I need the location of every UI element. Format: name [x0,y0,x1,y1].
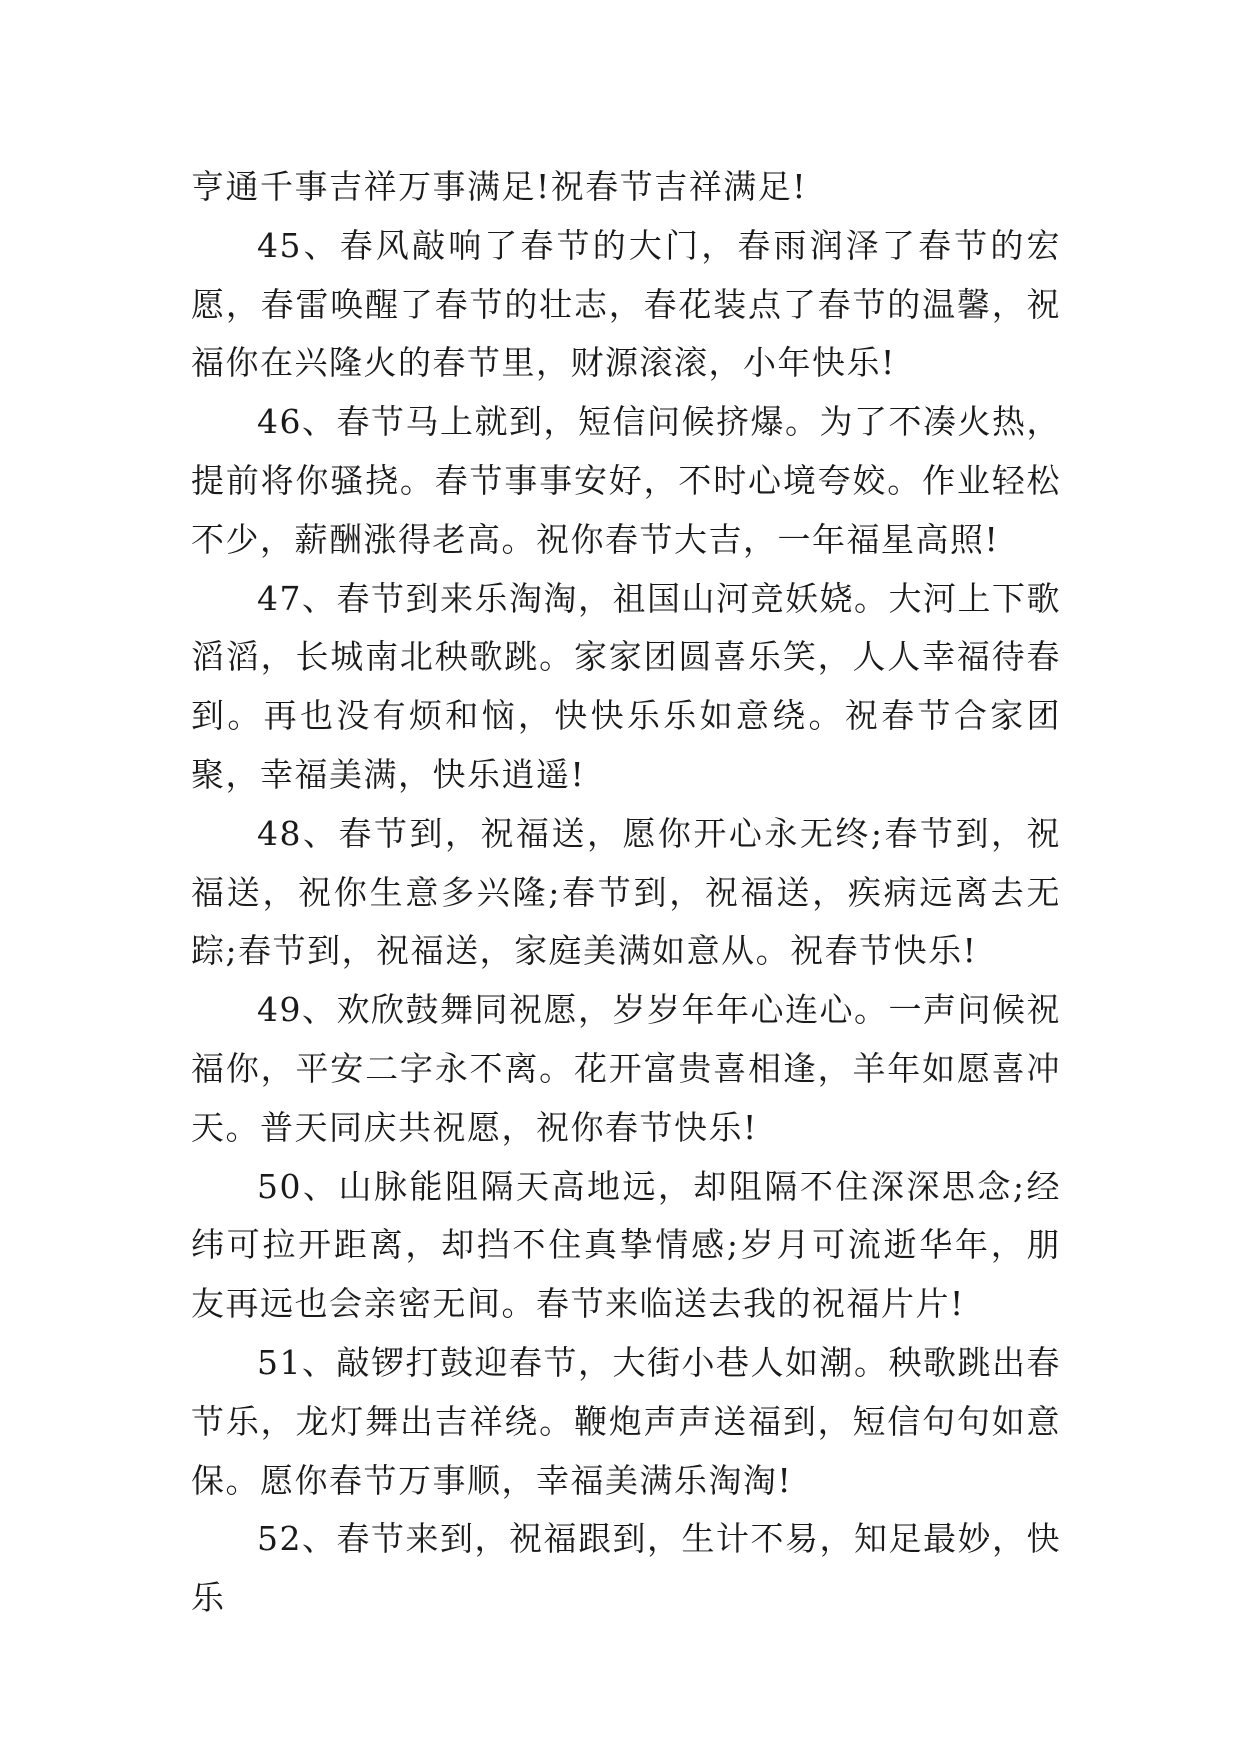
paragraph-48: 48、春节到，祝福送，愿你开心永无终;春节到，祝福送，祝你生意多兴隆;春节到，祝福送，疾病远离去无踪;春节到，祝福送，家庭美满如意从。祝春节快乐! [191,813,1061,971]
paragraph-52: 52、春节来到，祝福跟到，生计不易，知足最妙，快乐 [191,1519,1061,1618]
paragraph-46: 46、春节马上就到，短信问候挤爆。为了不凑火热，提前将你骚挠。春节事事安好，不时心境夸姣。作业轻松不少，薪酬涨得老高。祝你春节大吉，一年福星高照! [191,402,1061,559]
document-body [191,158,1061,1628]
paragraph-49: 49、欢欣鼓舞同祝愿，岁岁年年心连心。一声问候祝福你，平安二字永不离。花开富贵喜相逢，羊年如愿喜冲天。普天同庆共祝愿，祝你春节快乐! [191,990,1061,1147]
paragraph-45: 45、春风敲响了春节的大门，春雨润泽了春节的宏愿，春雷唤醒了春节的壮志，春花装点了春节的温馨，祝福你在兴隆火的春节里，财源滚滚，小年快乐! [191,225,1061,383]
paragraph-continuation: 亨通千事吉祥万事满足!祝春节吉祥满足! [191,167,808,206]
paragraph-50: 50、山脉能阻隔天高地远，却阻隔不住深深思念;经纬可拉开距离，却挡不住真挚情感;岁月可流逝华年，朋友再远也会亲密无间。春节来临送去我的祝福片片! [191,1166,1061,1324]
paragraph-47: 47、春节到来乐淘淘，祖国山河竞妖娆。大河上下歌滔滔，长城南北秧歌跳。家家团圆喜乐笑，人人幸福待春到。再也没有烦和恼，快快乐乐如意绕。祝春节合家团聚，幸福美满，快乐逍遥! [191,578,1061,794]
paragraph-51: 51、敲锣打鼓迎春节，大街小巷人如潮。秧歌跳出春节乐，龙灯舞出吉祥绕。鞭炮声声送福到，短信句句如意保。愿你春节万事顺，幸福美满乐淘淘! [191,1342,1061,1500]
